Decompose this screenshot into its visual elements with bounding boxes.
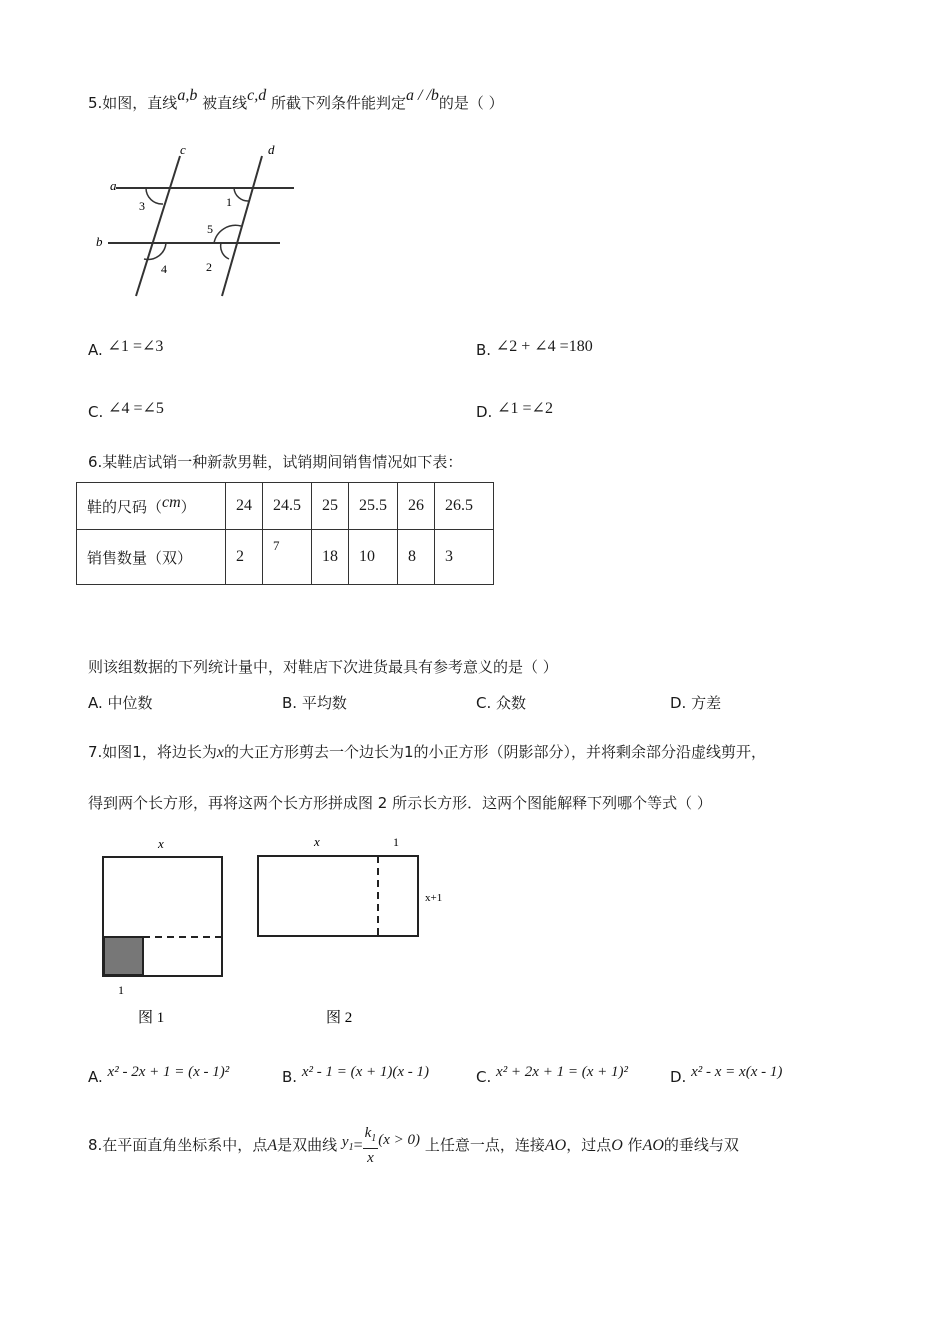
fig2-caption: 图 2 (326, 1010, 353, 1026)
q7-stem-line1: 7.如图1，将边长为x的大正方形剪去一个边长为1的小正方形（阴影部分），并将剩余部分沿虚线剪开， (88, 743, 767, 761)
var-ab: a,b (177, 87, 198, 104)
shoe-sales-table (76, 482, 494, 585)
table-cell: 24 (226, 483, 263, 530)
q5-option-c[interactable]: C. ∠4 =∠5 (88, 400, 164, 421)
label-3: 3 (139, 199, 145, 213)
angle-2-arc (221, 243, 229, 259)
label-4: 4 (161, 262, 167, 276)
table-cell: 18 (312, 530, 349, 585)
label-5: 5 (207, 222, 213, 236)
q5-stem: 5.如图，直线a,b 被直线c,d 所截下列条件能判定a / /b的是（ ） (88, 87, 504, 112)
q7-figure-1 (96, 834, 236, 1034)
q6-option-b[interactable]: B. 平均数 (282, 694, 347, 712)
table-cell: 25.5 (349, 483, 398, 530)
size-header: 鞋的尺码（cm） (77, 483, 226, 530)
label-d: d (268, 142, 275, 157)
table-cell: 10 (349, 530, 398, 585)
q6-option-a[interactable]: A. 中位数 (88, 694, 153, 712)
angle-1-arc (234, 188, 249, 201)
table-cell: 8 (398, 530, 435, 585)
shaded-small-square (104, 937, 143, 975)
q6-option-d[interactable]: D. 方差 (670, 694, 722, 712)
table-cell: 2 (226, 530, 263, 585)
q5-figure (96, 138, 306, 303)
q7-stem-line2: 得到两个长方形，再将这两个长方形拼成图 2 所示长方形．这两个图能解释下列哪个等式（ ） (88, 794, 712, 812)
fig2-side-label: x+1 (425, 892, 443, 904)
var-cd: c,d (247, 87, 267, 104)
table-cell: 3 (435, 530, 494, 585)
q7-option-b[interactable]: B. x² - 1 = (x + 1)(x - 1) (282, 1064, 430, 1086)
fig2-x-label: x (314, 834, 320, 849)
combined-rectangle (258, 856, 418, 936)
q6-question: 则该组数据的下列统计量中，对鞋店下次进货最具有参考意义的是（ ） (88, 658, 558, 676)
q7-option-c[interactable]: C. x² + 2x + 1 = (x + 1)² (476, 1064, 628, 1086)
point-o: O (611, 1137, 623, 1154)
table-cell: 25 (312, 483, 349, 530)
label-2: 2 (206, 260, 212, 274)
q5-option-d[interactable]: D. ∠1 =∠2 (476, 400, 553, 421)
count-header: 销售数量（双） (77, 530, 226, 585)
table-cell: 24.5 (263, 483, 312, 530)
q5-option-b[interactable]: B. ∠2 + ∠4 =180 (476, 338, 593, 359)
q6-option-c[interactable]: C. 众数 (476, 694, 527, 712)
label-1: 1 (226, 195, 232, 209)
table-cell: 26 (398, 483, 435, 530)
table-cell: 26.5 (435, 483, 494, 530)
q7-figure-2 (250, 834, 460, 1034)
label-a: a (110, 178, 117, 193)
point-a: A (267, 1137, 278, 1154)
table-row (77, 530, 494, 585)
parallel-expr: a / /b (406, 87, 439, 104)
fig2-1-label: 1 (393, 835, 399, 849)
table-row (77, 483, 494, 530)
fig1-caption: 图 1 (138, 1010, 165, 1026)
label-b: b (96, 234, 103, 249)
q6-stem: 6.某鞋店试销一种新款男鞋，试销期间销售情况如下表： (88, 453, 463, 471)
q7-option-a[interactable]: A. x² - 2x + 1 = (x - 1)² (88, 1064, 230, 1086)
fig1-bottom-label: 1 (118, 983, 124, 997)
hyperbola-y1: $y_1$ (341, 1134, 354, 1153)
q7-option-d[interactable]: D. x² - x = x(x - 1) (670, 1064, 783, 1086)
q8-stem: 8.在平面直角坐标系中，点A是双曲线 $y_1=$ $\frac{k_1}{x}$ (x > 0) 上任意一点，连接AO，过点O 作AO的垂线与双 (88, 1125, 739, 1166)
hyperbola-fraction: $\frac{k_1}{x}$ (364, 1125, 377, 1166)
label-c: c (180, 142, 186, 157)
q5-option-a[interactable]: A. ∠1 =∠3 (88, 338, 164, 359)
line-c (136, 156, 180, 296)
angle-3-arc (146, 188, 163, 204)
fig1-x-label: x (158, 836, 164, 851)
table-cell: 7 (263, 530, 312, 585)
